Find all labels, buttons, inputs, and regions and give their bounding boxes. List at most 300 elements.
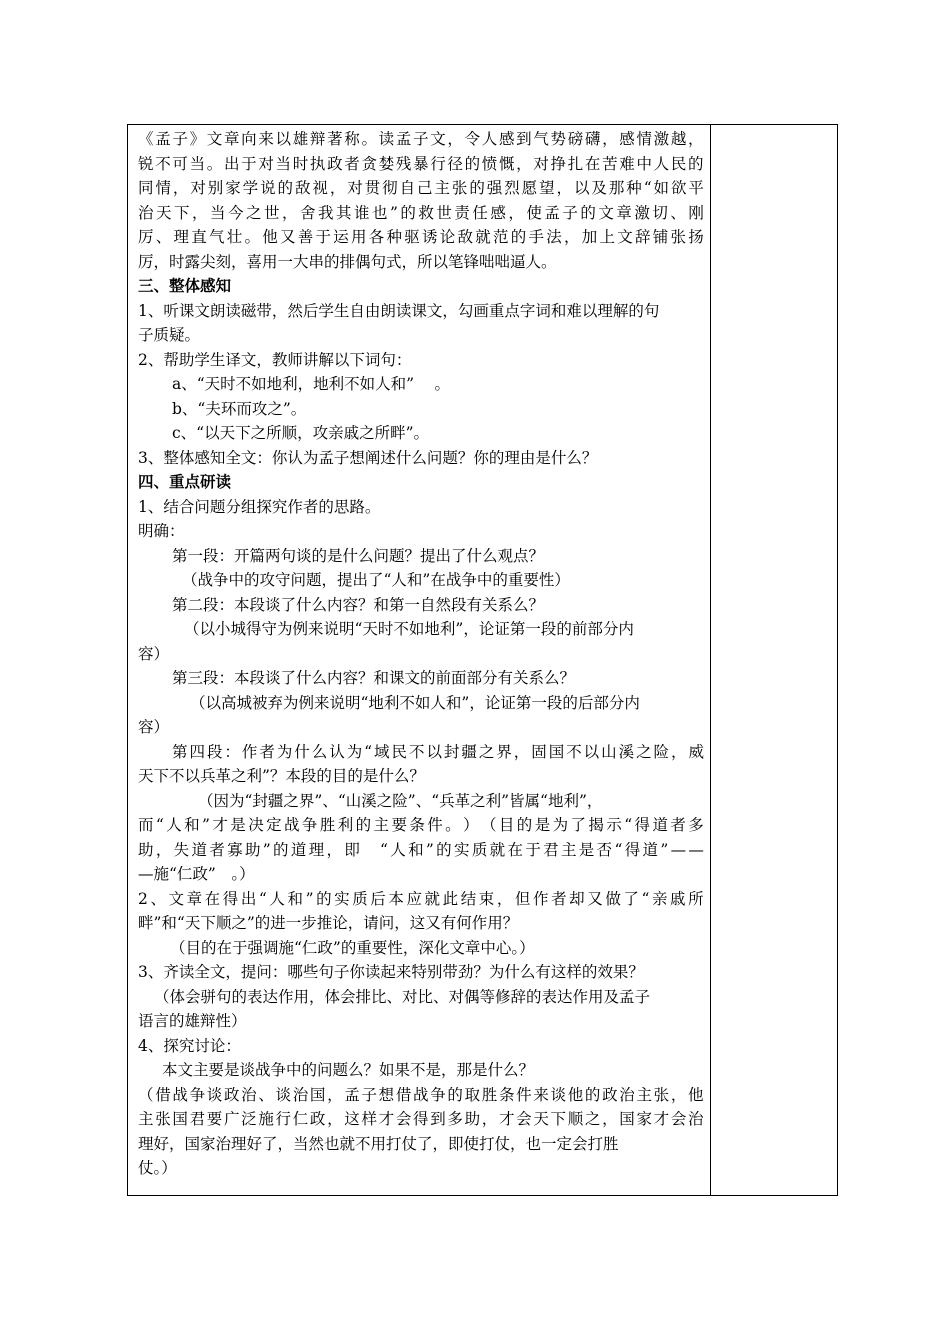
text-char: 目 xyxy=(498,816,515,834)
text-char: ” xyxy=(390,203,398,222)
text-char: 越 xyxy=(670,130,687,148)
text-char: 治 xyxy=(292,1085,309,1104)
text-char: 国 xyxy=(548,742,565,761)
text-char: 章 xyxy=(223,130,240,148)
text-char: 质 xyxy=(471,840,488,859)
text-char: ， xyxy=(508,203,524,222)
text-char: 舍 xyxy=(300,203,316,222)
text-char: ： xyxy=(224,742,240,761)
text-char: 于 xyxy=(241,154,257,173)
text-char: 上 xyxy=(599,228,616,246)
text-char: 世 xyxy=(436,203,452,222)
text-char: 治 xyxy=(688,1110,704,1128)
text-char: 和 xyxy=(184,816,200,834)
text-line xyxy=(138,1083,704,1108)
text-char: 的 xyxy=(316,889,332,908)
text-char: 敌 xyxy=(294,179,311,197)
text-char: 助 xyxy=(464,1110,481,1128)
text-char: 家 xyxy=(636,1110,652,1128)
text-char: 子 xyxy=(562,203,578,222)
text-char: 善 xyxy=(297,228,314,246)
text-char: 是 xyxy=(578,840,595,859)
text-char: 溪 xyxy=(618,742,635,761)
text-char: 取 xyxy=(464,1085,481,1104)
text-char: 彻 xyxy=(382,179,398,197)
text-char: 章 xyxy=(186,889,203,908)
text-char: 域 xyxy=(374,742,390,761)
text-char: ， xyxy=(327,1110,343,1128)
text-char: 主 xyxy=(560,840,577,859)
text-char: “ xyxy=(364,742,373,761)
text-char: 下 xyxy=(174,203,190,222)
text-char: ， xyxy=(602,130,618,148)
text-char: 的 xyxy=(436,840,452,859)
text-char: 、 xyxy=(670,203,686,222)
text-char: 者 xyxy=(344,154,360,173)
text-char: 贪 xyxy=(361,154,377,173)
text-char: 君 xyxy=(189,1110,206,1128)
text-char: 当 xyxy=(275,154,292,173)
text-line: 3、整体感知全文：你认为孟子想阐述什么问题？你的理由是什么？ xyxy=(138,448,598,467)
text-char: 暴 xyxy=(413,154,429,173)
text-char: 国 xyxy=(309,1085,326,1104)
text-char: 作 xyxy=(533,889,549,908)
text-char: 自 xyxy=(399,179,416,197)
text-char: “ xyxy=(643,179,652,197)
text-char: 道 xyxy=(191,840,207,859)
text-char: 难 xyxy=(619,154,635,173)
text-char: 不 xyxy=(408,742,425,761)
text-char: 争 xyxy=(430,1085,446,1104)
text-char: 使 xyxy=(526,203,542,222)
main-content-cell xyxy=(138,127,704,1181)
text-char: 平 xyxy=(688,179,704,197)
text-char: 就 xyxy=(475,228,491,246)
text-char: 家 xyxy=(225,179,241,197)
text-char: 文 xyxy=(430,130,446,148)
text-char: 不 xyxy=(566,742,582,761)
text-char: 治 xyxy=(619,1085,635,1104)
text-char: 四 xyxy=(189,742,205,761)
text-char: 势 xyxy=(550,130,567,148)
text-char: 政 xyxy=(327,154,343,173)
text-char: 否 xyxy=(596,840,613,859)
text-char: “ xyxy=(155,816,164,834)
text-char: 之 xyxy=(636,742,652,761)
text-char: ， xyxy=(496,889,513,908)
text-char: 条 xyxy=(498,1085,515,1104)
text-char: 张 xyxy=(670,228,687,246)
text-line: 4、探究讨论： xyxy=(138,1036,241,1055)
text-char: 感 xyxy=(498,130,515,148)
text-char: 顺 xyxy=(567,1110,584,1128)
text-char: 道 xyxy=(652,816,668,834)
text-char: 感 xyxy=(490,203,506,222)
text-char: 苦 xyxy=(602,154,618,173)
text-char: 者 xyxy=(259,742,275,761)
text-char: 在 xyxy=(204,889,221,908)
text-char: 今 xyxy=(228,203,244,222)
text-char: 就 xyxy=(489,840,506,859)
text-char: 借 xyxy=(155,1085,171,1104)
text-char: 却 xyxy=(569,889,585,908)
text-char: 争 xyxy=(189,1085,206,1104)
text-line: a、“天时不如地利，地利不如人和” 。 xyxy=(172,375,451,393)
text-char: 锐 xyxy=(138,154,154,173)
text-char: 结 xyxy=(460,889,477,908)
text-char: 说 xyxy=(260,179,276,197)
text-char: 是 xyxy=(534,816,551,834)
text-char: ， xyxy=(516,154,532,173)
text-char: 其 xyxy=(336,203,352,222)
text-line xyxy=(138,127,704,152)
text-char: ， xyxy=(172,179,189,197)
text-char: 者 xyxy=(670,816,686,834)
text-line xyxy=(138,225,704,250)
text-char: ， xyxy=(155,840,172,859)
text-char: ， xyxy=(329,179,346,197)
text-char: 用 xyxy=(351,228,367,246)
text-char: 时 xyxy=(292,154,309,173)
text-char: 为 xyxy=(276,742,293,761)
text-line xyxy=(138,740,704,765)
text-char: 谈 xyxy=(275,1085,292,1104)
text-char: 同 xyxy=(138,179,154,197)
text-char: 利 xyxy=(337,816,354,834)
text-char: 但 xyxy=(514,889,531,908)
text-char: 得 xyxy=(222,889,239,908)
text-char: 我 xyxy=(318,203,334,222)
text-char: 的 xyxy=(688,154,704,173)
text-char: 险 xyxy=(653,742,670,761)
text-char: 束 xyxy=(478,889,495,908)
text-char: ， xyxy=(192,203,208,222)
text-char: 会 xyxy=(670,1110,687,1128)
text-char: 情 xyxy=(636,130,652,148)
text-char: 国 xyxy=(172,1110,188,1128)
text-line xyxy=(138,1107,704,1132)
text-char: 界 xyxy=(496,742,512,761)
text-char: ， xyxy=(447,130,463,148)
text-char: 战 xyxy=(413,1085,429,1104)
text-char: 己 xyxy=(417,179,433,197)
text-char: 人 xyxy=(166,816,182,834)
text-char: ” xyxy=(660,840,669,859)
text-char: ， xyxy=(327,1085,343,1104)
text-char: 、 xyxy=(155,228,172,246)
text-char: 可 xyxy=(172,154,188,173)
text-char: “ xyxy=(258,889,267,908)
text-char: 质 xyxy=(352,889,368,908)
text-line: c、“以天下之所顺，攻亲戚之所畔”。 xyxy=(172,424,430,442)
text-char: 国 xyxy=(619,1110,635,1128)
text-char: 件 xyxy=(427,816,443,834)
text-char: 《 xyxy=(138,130,154,148)
text-char: 理 xyxy=(173,228,190,246)
text-char: 气 xyxy=(209,228,225,246)
text-char: 辩 xyxy=(309,130,326,148)
text-char: 直 xyxy=(191,228,207,246)
text-char: 行 xyxy=(430,154,446,173)
text-char: 对 xyxy=(347,179,363,197)
text-char: ， xyxy=(564,228,580,246)
text-char: 本 xyxy=(388,889,404,908)
text-char: 之 xyxy=(584,1110,601,1128)
text-char: 对 xyxy=(533,154,549,173)
text-char: 如 xyxy=(653,179,670,197)
text-char: 来 xyxy=(533,1085,549,1104)
text-char: ， xyxy=(326,840,343,859)
text-char: 定 xyxy=(266,816,282,834)
text-char: 读 xyxy=(378,130,395,148)
text-char: 张 xyxy=(451,179,468,197)
text-char: 法 xyxy=(546,228,562,246)
text-char: “ xyxy=(641,889,650,908)
text-char: 主 xyxy=(434,179,450,197)
text-char: 切 xyxy=(652,203,668,222)
text-char: “ xyxy=(614,840,623,859)
text-char: 失 xyxy=(173,840,190,859)
text-char: 张 xyxy=(653,1085,670,1104)
text-line: （战争中的攻守问题，提出了“人和”在战争中的重要性） xyxy=(182,571,570,589)
text-char: 的 xyxy=(580,203,596,222)
text-char: 而 xyxy=(138,816,154,834)
text-char: 望 xyxy=(539,179,555,197)
text-char: 贯 xyxy=(364,179,381,197)
text-char: — xyxy=(670,840,687,859)
text-line: 子质疑。 xyxy=(138,326,201,344)
text-char: 得 xyxy=(413,1110,429,1128)
text-line: （以小城得守为例来说明“天时不如地利”，论证第一段的前部分内 xyxy=(184,620,634,638)
text-line: 语言的雄辩性） xyxy=(138,1012,247,1030)
text-char: 是 xyxy=(230,816,246,834)
text-char: 磅 xyxy=(567,130,584,148)
text-char: 扎 xyxy=(567,154,584,173)
text-char: 愿 xyxy=(521,179,538,197)
text-line: （因为“封疆之界”、“山溪之险”、“兵革之利”皆属“地利”， xyxy=(198,791,603,810)
text-char: 当 xyxy=(189,154,206,173)
text-char: 之 xyxy=(246,203,262,222)
text-char: 子 xyxy=(413,130,429,148)
text-char: 的 xyxy=(355,816,372,834)
text-char xyxy=(362,838,378,863)
text-char: 以 xyxy=(583,742,600,761)
text-char: 的 xyxy=(277,179,294,197)
text-char: 战 xyxy=(172,1085,188,1104)
text-char: 不 xyxy=(155,154,171,173)
text-char: 厉 xyxy=(138,228,154,246)
text-char: 民 xyxy=(391,742,408,761)
text-char: 助 xyxy=(138,840,154,859)
text-char: 后 xyxy=(370,889,386,908)
text-char: 。 xyxy=(445,816,461,834)
text-char: 范 xyxy=(493,228,509,246)
text-char: 要 xyxy=(391,816,407,834)
text-char: （ xyxy=(138,1085,154,1104)
text-char: 雄 xyxy=(292,130,309,148)
text-line xyxy=(138,201,704,226)
text-char: 道 xyxy=(290,840,307,859)
text-char: 固 xyxy=(531,742,547,761)
text-char: 文 xyxy=(598,203,614,222)
text-char: 威 xyxy=(688,742,704,761)
text-char: ） xyxy=(463,816,479,834)
text-char: 亲 xyxy=(651,889,668,908)
text-char: 当 xyxy=(210,203,226,222)
text-char: 。 xyxy=(206,154,223,173)
text-line: 2、帮助学生译文，教师讲解以下词句： xyxy=(138,350,412,369)
text-line: 明确： xyxy=(138,522,185,540)
text-line: 1、听课文朗读磁带，然后学生自由朗读课文，勾画重点字词和难以理解的句 xyxy=(138,301,660,320)
text-char: 别 xyxy=(207,179,224,197)
text-char: 民 xyxy=(670,154,687,173)
text-char: 所 xyxy=(688,889,704,908)
text-char: 示 xyxy=(606,816,622,834)
text-char: 条 xyxy=(409,816,425,834)
text-char: 就 xyxy=(424,889,441,908)
text-char: 人 xyxy=(653,154,670,173)
text-char: “ xyxy=(380,840,388,859)
text-line: 容） xyxy=(138,718,170,736)
text-char: 泛 xyxy=(241,1110,257,1128)
text-char: 礴 xyxy=(584,130,601,148)
text-char: 出 xyxy=(240,889,257,908)
text-line: 容） xyxy=(138,644,170,663)
text-char: 决 xyxy=(248,816,264,834)
text-char: 于 xyxy=(315,228,332,246)
text-char: 他 xyxy=(567,1085,584,1104)
text-char: 挣 xyxy=(550,154,567,173)
text-char: 才 xyxy=(212,816,228,834)
text-char: 治 xyxy=(138,203,154,222)
text-char: 要 xyxy=(206,1110,223,1128)
text-char: 他 xyxy=(262,228,278,246)
text-char: 任 xyxy=(472,203,488,222)
text-char: 出 xyxy=(223,154,240,173)
text-char: 。 xyxy=(244,228,261,246)
text-char: 铺 xyxy=(652,228,669,246)
text-char: 世 xyxy=(264,203,280,222)
text-char: 主 xyxy=(138,1110,154,1128)
text-char: 》 xyxy=(189,130,206,148)
text-char: 在 xyxy=(507,840,523,859)
text-line: 厉，时露尖刻，喜用一大串的排偶句式，所以笔锋咄咄逼人。 xyxy=(138,252,557,271)
text-char: 即 xyxy=(344,840,360,859)
text-char: 政 xyxy=(223,1085,240,1104)
text-line: 本文主要是谈战争中的问题么？如果不是，那是什么？ xyxy=(162,1061,535,1079)
text-char: 谈 xyxy=(550,1085,567,1104)
text-char: 慨 xyxy=(498,154,515,173)
text-char: 政 xyxy=(309,1110,326,1128)
text-line: b、“夫环而攻之”。 xyxy=(172,399,307,418)
text-char: ， xyxy=(688,130,704,148)
text-char: ， xyxy=(513,742,530,761)
text-char: 的 xyxy=(516,816,533,834)
text-char: 主 xyxy=(636,1085,652,1104)
text-char: 实 xyxy=(334,889,350,908)
text-char: 他 xyxy=(688,1085,704,1104)
text-char: 情 xyxy=(155,179,171,197)
text-char: 谈 xyxy=(206,1085,223,1104)
text-char: 中 xyxy=(636,154,652,173)
text-char: 下 xyxy=(550,1110,567,1128)
text-char: 种 xyxy=(626,179,642,197)
text-line: （体会骈句的表达作用，体会排比、对比、对偶等修辞的表达作用及孟子 xyxy=(154,987,651,1006)
text-char: 壮 xyxy=(226,228,243,246)
text-char: — xyxy=(688,840,704,859)
text-line: —施“仁政” 。） xyxy=(138,865,255,883)
text-char: 激 xyxy=(634,203,650,222)
text-line: 3、齐读全文，提问：哪些句子你读起来特别带劲？为什么有这样的效果？ xyxy=(138,963,644,981)
text-char: 者 xyxy=(209,840,225,859)
text-char: 令 xyxy=(464,130,481,148)
text-char: 、 xyxy=(258,1085,274,1104)
text-char: 胜 xyxy=(319,816,336,834)
text-line xyxy=(138,813,704,838)
text-char: 径 xyxy=(447,154,463,173)
text-char: 著 xyxy=(327,130,343,148)
text-char: 想 xyxy=(378,1085,395,1104)
text-char: 辞 xyxy=(635,228,651,246)
text-char: 君 xyxy=(543,840,559,859)
text-char: 理 xyxy=(308,840,325,859)
text-char: 责 xyxy=(454,203,470,222)
text-char: 么 xyxy=(311,742,328,761)
text-char: 了 xyxy=(623,889,639,908)
text-char: 什 xyxy=(294,742,310,761)
text-char: 向 xyxy=(241,130,257,148)
text-char: 件 xyxy=(516,1085,532,1104)
text-char: 实 xyxy=(454,840,470,859)
text-char: 对 xyxy=(258,154,274,173)
text-char: 得 xyxy=(624,840,641,859)
text-char: 。 xyxy=(361,130,377,148)
text-char: 气 xyxy=(533,130,549,148)
text-char: 扬 xyxy=(688,228,704,246)
text-char: 于 xyxy=(525,840,541,859)
text-char: 又 xyxy=(587,889,603,908)
text-line: 第二段：本段谈了什么内容？和第一自然段有关系么？ xyxy=(172,595,545,614)
text-char: 手 xyxy=(528,228,545,246)
text-char: 胜 xyxy=(481,1085,498,1104)
text-char: 执 xyxy=(309,154,326,173)
text-char: 治 xyxy=(241,1085,257,1104)
text-char: 政 xyxy=(602,1085,618,1104)
text-char: 张 xyxy=(155,1110,171,1128)
text-char: 来 xyxy=(258,130,274,148)
text-char: 借 xyxy=(395,1085,412,1104)
text-char: ” xyxy=(262,840,271,859)
lesson-table xyxy=(127,124,838,1196)
text-char: 人 xyxy=(390,840,406,859)
text-char: 运 xyxy=(333,228,349,246)
text-char: 孟 xyxy=(344,1085,360,1104)
text-char: 得 xyxy=(634,816,651,834)
text-char: 的 xyxy=(273,840,289,859)
text-char: 文 xyxy=(168,889,185,908)
text-char: ” xyxy=(202,816,210,834)
text-char: 的 xyxy=(584,1085,601,1104)
text-char: 了 xyxy=(570,816,587,834)
text-char: 在 xyxy=(584,154,601,173)
text-char: 视 xyxy=(312,179,328,197)
text-char: 人 xyxy=(481,130,498,148)
text-char: 烈 xyxy=(504,179,520,197)
text-char: 人 xyxy=(269,889,285,908)
text-char: 强 xyxy=(486,179,503,197)
text-char: ， xyxy=(556,179,573,197)
text-char: 子 xyxy=(361,1085,377,1104)
